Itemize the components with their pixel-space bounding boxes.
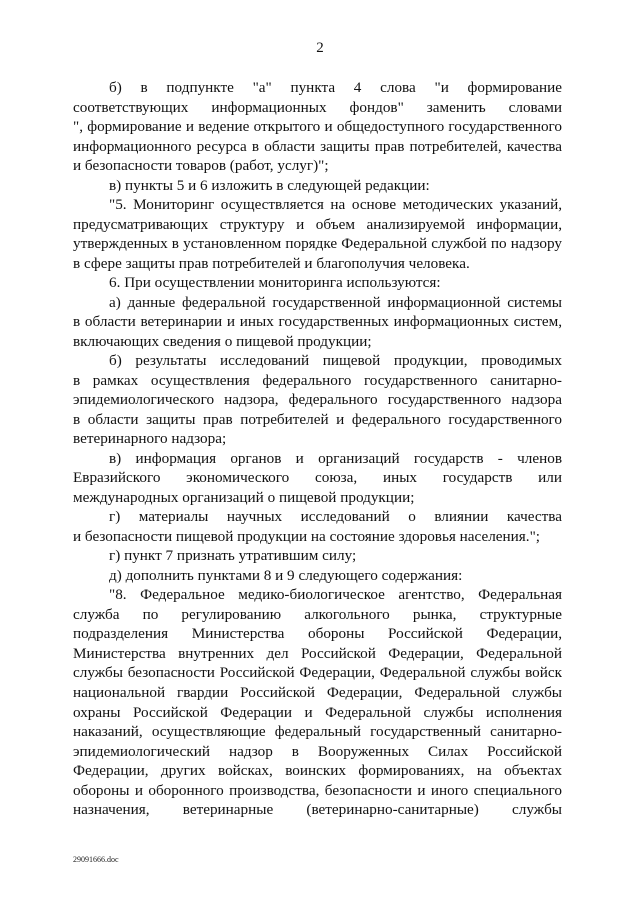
text-line: международных организаций о пищевой продукции; — [73, 488, 415, 506]
text-line: "8. Федеральное медико-биологическое агентство, Федеральная — [109, 586, 562, 604]
text-line: национальной гвардии Российской Федерации, Федеральной службы — [73, 683, 562, 701]
text-line: включающих сведения о пищевой продукции; — [73, 332, 372, 350]
text-line: Евразийского экономического союза, иных государств или — [73, 469, 562, 487]
text-line: ветеринарного надзора; — [73, 430, 227, 448]
text-line: утвержденных в установленном порядке Федеральной службой по надзору — [73, 235, 562, 253]
text-line: эпидемиологический надзор в Вооруженных Силах Российской — [73, 742, 562, 760]
text-line: в области ветеринарии и иных государственных информационных систем, — [73, 313, 562, 331]
text-line: а) данные федеральной государственной информационной системы — [109, 293, 562, 311]
text-line: и безопасности товаров (работ, услуг)"; — [73, 157, 329, 175]
text-line: соответствующих информационных фондов" заменить словами — [73, 98, 562, 116]
text-line: б) результаты исследований пищевой продукции, проводимых — [109, 352, 562, 370]
text-line: б) в подпункте "а" пункта 4 слова "и формирование — [109, 79, 562, 96]
text-line: г) пункт 7 признать утратившим силу; — [109, 547, 357, 565]
text-line: "5. Мониторинг осуществляется на основе методических указаний, — [109, 196, 562, 214]
text-line: в) информация органов и организаций государств - членов — [109, 449, 562, 467]
text-line: 6. При осуществлении мониторинга используются: — [109, 274, 441, 292]
text-line: назначения, ветеринарные (ветеринарно-санитарные) службы — [73, 801, 562, 819]
text-line: обороны и оборонного производства, безопасности и иного специального — [73, 781, 562, 799]
text-line: служба по регулированию алкогольного рынка, структурные — [73, 605, 562, 623]
text-line: д) дополнить пунктами 8 и 9 следующего содержания: — [109, 566, 463, 584]
footer-filename: 29091666.doc — [73, 855, 119, 864]
text-line: службы безопасности Российской Федерации, Федеральной службы войск — [73, 664, 562, 682]
text-line: предусматривающих структуру и объем анализируемой информации, — [73, 215, 562, 233]
text-line: наказаний, осуществляющие федеральный государственный санитарно- — [73, 723, 562, 741]
text-line: Министерства внутренних дел Российской Федерации, Федеральной — [73, 644, 562, 662]
text-line: эпидемиологического надзора, федерального государственного надзора — [73, 391, 562, 409]
text-line: в рамках осуществления федерального государственного санитарно- — [73, 371, 562, 389]
text-line: в сфере защиты прав потребителей и благополучия человека. — [73, 254, 470, 272]
text-line: охраны Российской Федерации и Федеральной службы исполнения — [73, 703, 562, 721]
page-number: 2 — [316, 40, 324, 56]
text-line: информационного ресурса в области защиты прав потребителей, качества — [73, 137, 562, 155]
text-line: г) материалы научных исследований о влиянии качества — [109, 508, 562, 526]
text-line: в) пункты 5 и 6 изложить в следующей редакции: — [109, 176, 430, 194]
text-line: и безопасности пищевой продукции на состояние здоровья населения."; — [73, 527, 540, 545]
text-line: в области защиты прав потребителей и федерального государственного — [73, 410, 562, 428]
text-line: подразделения Министерства обороны Российской Федерации, — [73, 625, 562, 643]
text-line: ", формирование и ведение открытого и общедоступного государственного — [73, 118, 562, 136]
text-line: Федерации, других войсках, воинских формированиях, на объектах — [73, 762, 562, 780]
document-body — [73, 78, 562, 820]
